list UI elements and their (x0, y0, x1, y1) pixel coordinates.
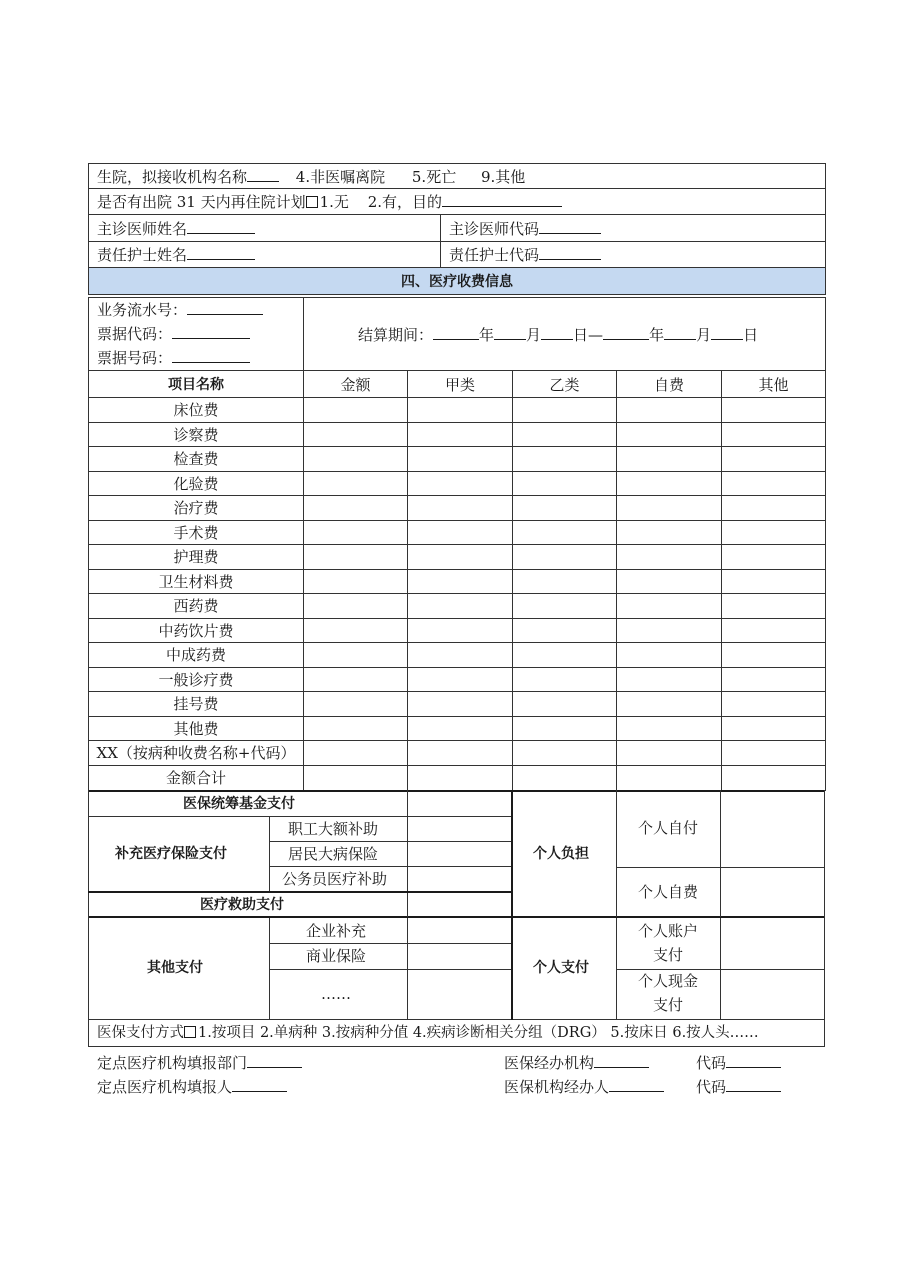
account-pay-label-2: 支付 (653, 946, 684, 964)
footer-code-2 (696, 1077, 781, 1095)
readmission-label: 是否有出院 31 天内再住院计划 (97, 193, 306, 211)
fee-cell[interactable] (722, 618, 826, 643)
table-border (269, 969, 511, 970)
fee-cell[interactable] (408, 569, 513, 594)
fee-cell[interactable] (304, 471, 408, 496)
code-label: 代码 (696, 1078, 727, 1096)
fee-cell[interactable] (304, 447, 408, 472)
fee-cell[interactable] (304, 765, 408, 790)
settlement-period-label: 结算期间： (358, 325, 434, 344)
section-title: 四、医疗收费信息 (89, 268, 826, 295)
payment-section (88, 790, 825, 1020)
table-border (269, 943, 511, 944)
fee-cell[interactable] (617, 765, 722, 790)
table-row (89, 569, 826, 594)
fee-cell[interactable] (304, 496, 408, 521)
fee-item-name: 中药饮片费 (89, 618, 304, 643)
fee-cell[interactable] (304, 618, 408, 643)
fee-cell[interactable] (722, 496, 826, 521)
other-item-label: 商业保险 (306, 947, 367, 965)
table-row (89, 643, 826, 668)
purpose-blank[interactable] (442, 192, 562, 207)
fee-cell[interactable] (513, 545, 617, 570)
supp-item-label: 职工大额补助 (288, 820, 379, 838)
fee-cell[interactable] (722, 398, 826, 423)
fee-cell[interactable] (617, 667, 722, 692)
nurse-code-blank[interactable] (539, 245, 601, 260)
table-border (720, 790, 721, 917)
fee-item-name: 卫生材料费 (89, 569, 304, 594)
fee-item-name: 西药费 (89, 594, 304, 619)
table-border (616, 790, 617, 917)
agency-label: 医保经办机构 (504, 1054, 595, 1072)
table-row (89, 667, 826, 692)
fee-cell[interactable] (513, 398, 617, 423)
fee-cell[interactable] (617, 618, 722, 643)
cash-pay-label-2: 支付 (653, 996, 684, 1014)
fee-item-name: 一般诊疗费 (89, 667, 304, 692)
fee-table (88, 297, 826, 791)
other-item-label: …… (321, 985, 351, 1003)
table-row (89, 741, 826, 766)
fee-cell[interactable] (304, 643, 408, 668)
fee-cell[interactable] (617, 692, 722, 717)
fee-item-name: 化验费 (89, 471, 304, 496)
fee-cell[interactable] (408, 765, 513, 790)
fee-cell[interactable] (304, 716, 408, 741)
table-row (89, 422, 826, 447)
fee-cell[interactable] (617, 496, 722, 521)
day-label: 日 (743, 325, 759, 344)
fee-cell[interactable] (513, 667, 617, 692)
fee-cell[interactable] (722, 569, 826, 594)
fee-cell[interactable] (513, 471, 617, 496)
fee-cell[interactable] (617, 569, 722, 594)
nurse-name-label: 责任护士姓名 (97, 246, 188, 264)
reporter-blank[interactable] (232, 1077, 287, 1092)
fee-item-name: XX（按病种收费名称+代码） (89, 741, 304, 766)
fee-cell[interactable] (408, 496, 513, 521)
fee-cell[interactable] (304, 667, 408, 692)
fee-item-name: 金额合计 (89, 765, 304, 790)
header-self-pay: 自费 (617, 371, 722, 398)
fee-cell[interactable] (722, 667, 826, 692)
fee-cell[interactable] (617, 398, 722, 423)
fee-cell[interactable] (722, 692, 826, 717)
attending-doctor-name-blank[interactable] (187, 219, 255, 234)
nurse-name-blank[interactable] (187, 245, 255, 260)
table-row (89, 618, 826, 643)
table-row (89, 716, 826, 741)
fee-cell[interactable] (304, 398, 408, 423)
fee-cell[interactable] (304, 422, 408, 447)
end-day-blank[interactable] (711, 325, 743, 340)
table-row (89, 692, 826, 717)
attending-doctor-name-label: 主诊医师姓名 (97, 219, 188, 238)
fee-cell[interactable] (408, 667, 513, 692)
fee-cell[interactable] (408, 545, 513, 570)
table-border (407, 790, 408, 917)
nurse-code-cell (441, 242, 826, 268)
reporter-label: 定点医疗机构填报人 (97, 1078, 233, 1096)
attending-doctor-name-cell (89, 215, 441, 242)
ticket-code-blank[interactable] (172, 324, 250, 339)
attending-doctor-code-blank[interactable] (539, 219, 601, 234)
table-border (269, 816, 270, 891)
fee-cell[interactable] (408, 594, 513, 619)
table-border (269, 841, 511, 842)
self-pay-label: 个人自付 (638, 819, 699, 837)
code-label: 代码 (696, 1054, 727, 1072)
payment-method-text (97, 1026, 759, 1041)
fee-cell[interactable] (513, 520, 617, 545)
other-payment-label: 其他支付 (147, 960, 203, 976)
month-label: 月 (696, 325, 712, 344)
fee-cell[interactable] (408, 741, 513, 766)
fee-cell[interactable] (617, 422, 722, 447)
fee-cell[interactable] (304, 545, 408, 570)
footer-agent (504, 1077, 664, 1095)
medical-assistance-label: 医疗救助支付 (200, 897, 284, 913)
end-year-blank[interactable] (603, 325, 649, 340)
payment-method-options: 1.按项目 2.单病种 3.按病种分值 4.疾病诊断相关分组（DRG） 5.按床日 6.按人头…… (198, 1025, 759, 1041)
fee-cell[interactable] (408, 716, 513, 741)
nurse-name-cell (89, 242, 441, 268)
header-other: 其他 (722, 371, 826, 398)
agency-blank[interactable] (594, 1053, 649, 1068)
fee-cell[interactable] (722, 594, 826, 619)
header-class-b: 乙类 (513, 371, 617, 398)
start-month-blank[interactable] (494, 325, 526, 340)
account-pay-label: 个人账户 (638, 922, 699, 940)
fee-cell[interactable] (304, 569, 408, 594)
fee-cell[interactable] (617, 741, 722, 766)
readmission-no: 1.无 (319, 193, 349, 211)
ticket-info-cell (89, 298, 304, 371)
readmission-row (89, 189, 826, 215)
checkbox-icon[interactable] (184, 1026, 196, 1038)
receiving-org-blank[interactable] (247, 167, 279, 182)
discharge-row (89, 164, 826, 189)
settlement-period-cell (304, 298, 826, 371)
agent-blank[interactable] (609, 1077, 664, 1092)
fee-cell[interactable] (722, 545, 826, 570)
fee-item-name: 中成药费 (89, 643, 304, 668)
fee-cell[interactable] (408, 520, 513, 545)
footer-agency (504, 1053, 649, 1071)
fee-cell[interactable] (513, 741, 617, 766)
supp-item-label: 公务员医疗补助 (282, 870, 388, 888)
fee-item-name: 诊察费 (89, 422, 304, 447)
personal-burden-label: 个人负担 (533, 846, 589, 862)
fee-item-name: 护理费 (89, 545, 304, 570)
table-row (89, 471, 826, 496)
payment-method-label: 医保支付方式 (97, 1025, 184, 1041)
table-row (89, 765, 826, 790)
fee-cell[interactable] (304, 520, 408, 545)
fee-cell[interactable] (513, 692, 617, 717)
thick-divider (88, 790, 825, 792)
year-label: 年 (479, 325, 495, 344)
fee-cell[interactable] (408, 447, 513, 472)
end-month-blank[interactable] (664, 325, 696, 340)
self-expense-label: 个人自费 (638, 883, 699, 901)
fee-cell[interactable] (617, 643, 722, 668)
footer-code-1 (696, 1053, 781, 1071)
day-dash-label: 日— (573, 325, 604, 344)
supplementary-insurance-label: 补充医疗保险支付 (115, 846, 227, 862)
fee-cell[interactable] (722, 422, 826, 447)
reporting-dept-blank[interactable] (247, 1053, 302, 1068)
fee-cell[interactable] (304, 692, 408, 717)
table-border (88, 790, 89, 1020)
ticket-code-label: 票据代码： (97, 325, 173, 343)
month-label: 月 (526, 325, 542, 344)
table-row (89, 447, 826, 472)
nurse-code-label: 责任护士代码 (449, 246, 540, 264)
cash-pay-label: 个人现金 (638, 972, 699, 990)
fee-cell[interactable] (304, 741, 408, 766)
attending-doctor-code-label: 主诊医师代码 (449, 219, 540, 238)
header-class-a: 甲类 (408, 371, 513, 398)
fee-cell[interactable] (513, 447, 617, 472)
option-9: 9.其他 (480, 167, 526, 186)
table-border (616, 969, 825, 970)
fee-item-name: 挂号费 (89, 692, 304, 717)
option-4: 4.非医嘱离院 (295, 167, 386, 186)
fee-cell[interactable] (722, 765, 826, 790)
footer-dept (97, 1053, 302, 1071)
table-border (824, 790, 825, 1020)
start-day-blank[interactable] (541, 325, 573, 340)
table-row (89, 594, 826, 619)
fee-cell[interactable] (408, 422, 513, 447)
fee-cell[interactable] (617, 545, 722, 570)
personal-payment-label: 个人支付 (533, 960, 589, 976)
serial-no-blank[interactable] (187, 300, 263, 315)
fee-cell[interactable] (513, 643, 617, 668)
fee-cell[interactable] (513, 765, 617, 790)
table-row (89, 398, 826, 423)
payment-method-row (88, 1020, 825, 1047)
fee-cell[interactable] (513, 569, 617, 594)
readmission-yes: 2.有，目的 (367, 193, 443, 211)
fee-cell[interactable] (513, 618, 617, 643)
table-border (269, 866, 511, 867)
thick-divider (88, 916, 825, 918)
fee-header-row (89, 371, 826, 398)
fee-cell[interactable] (513, 716, 617, 741)
code-blank[interactable] (726, 1053, 781, 1068)
attending-doctor-code-cell (441, 215, 826, 242)
ticket-no-label: 票据号码： (97, 349, 173, 367)
fee-cell[interactable] (408, 618, 513, 643)
fee-cell[interactable] (617, 447, 722, 472)
fee-cell[interactable] (408, 471, 513, 496)
fee-item-name: 检查费 (89, 447, 304, 472)
fee-cell[interactable] (722, 471, 826, 496)
thick-divider (88, 891, 511, 893)
supp-item-label: 居民大病保险 (288, 845, 379, 863)
fee-cell[interactable] (617, 594, 722, 619)
fee-cell[interactable] (722, 520, 826, 545)
fee-cell[interactable] (408, 643, 513, 668)
discharge-prefix: 生院，拟接收机构名称 (97, 167, 248, 186)
fee-cell[interactable] (722, 447, 826, 472)
checkbox-icon[interactable] (306, 196, 318, 208)
year-label: 年 (649, 325, 665, 344)
fee-cell[interactable] (722, 741, 826, 766)
header-item-name: 项目名称 (89, 371, 304, 398)
fee-cell[interactable] (408, 692, 513, 717)
fee-cell[interactable] (722, 716, 826, 741)
fee-cell[interactable] (408, 398, 513, 423)
fee-cell[interactable] (617, 520, 722, 545)
other-item-label: 企业补充 (306, 922, 367, 940)
start-year-blank[interactable] (433, 325, 479, 340)
table-row (89, 520, 826, 545)
fee-cell[interactable] (617, 716, 722, 741)
ticket-no-blank[interactable] (172, 348, 250, 363)
fee-cell[interactable] (513, 422, 617, 447)
fee-cell[interactable] (304, 594, 408, 619)
fee-cell[interactable] (722, 643, 826, 668)
fee-item-name: 手术费 (89, 520, 304, 545)
header-amount: 金额 (304, 371, 408, 398)
fund-payment-label: 医保统筹基金支付 (183, 796, 295, 812)
thick-divider (511, 790, 513, 1020)
footer-filler (97, 1077, 287, 1095)
code-blank[interactable] (726, 1077, 781, 1092)
fee-cell[interactable] (513, 496, 617, 521)
fee-item-name: 治疗费 (89, 496, 304, 521)
table-border (616, 867, 825, 868)
agent-label: 医保机构经办人 (504, 1078, 610, 1096)
option-5: 5.死亡 (411, 167, 457, 186)
top-info-table (88, 163, 826, 295)
fee-item-name: 其他费 (89, 716, 304, 741)
reporting-dept-label: 定点医疗机构填报部门 (97, 1054, 248, 1072)
fee-cell[interactable] (513, 594, 617, 619)
fee-cell[interactable] (617, 471, 722, 496)
fee-item-name: 床位费 (89, 398, 304, 423)
table-row (89, 545, 826, 570)
serial-no-label: 业务流水号： (97, 301, 188, 319)
table-row (89, 496, 826, 521)
table-border (88, 816, 511, 817)
